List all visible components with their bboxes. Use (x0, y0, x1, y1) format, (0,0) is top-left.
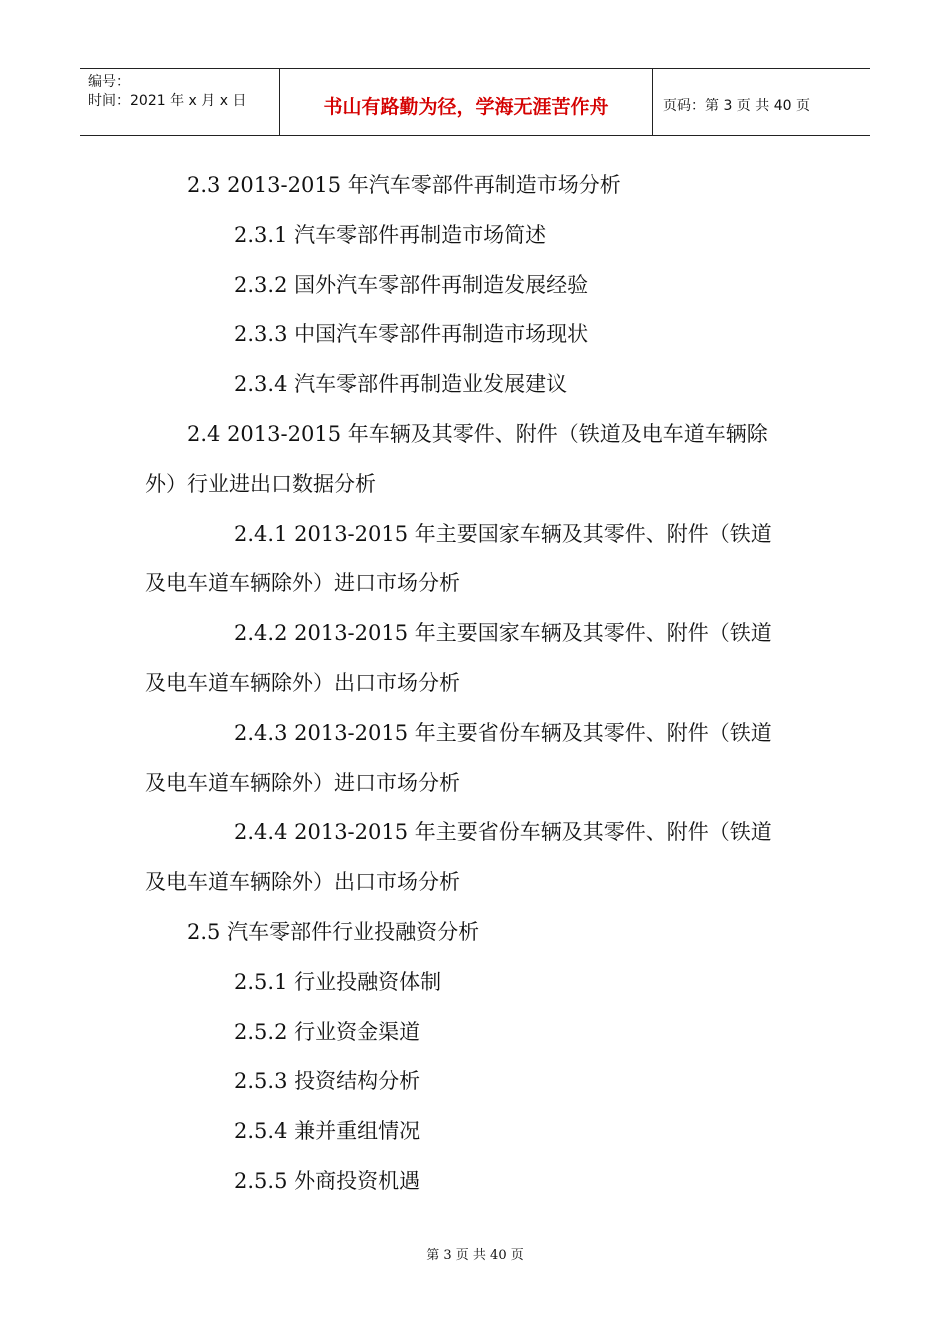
toc-entry: 2.3 2013-2015 年汽车零部件再制造市场分析 (187, 173, 621, 197)
toc-entry-continuation: 及电车道车辆除外）进口市场分析 (145, 571, 460, 596)
page-header (80, 68, 870, 136)
toc-entry: 2.3.3 中国汽车零部件再制造市场现状 (234, 322, 589, 347)
toc-entry: 2.4.1 2013-2015 年主要国家车辆及其零件、附件（铁道 (234, 521, 772, 546)
toc-entry: 2.5.3 投资结构分析 (234, 1069, 421, 1094)
toc-entry: 2.5 汽车零部件行业投融资分析 (187, 920, 480, 944)
page-footer: 第 3 页 共 40 页 (426, 1248, 524, 1263)
doc-number-label: 编号： (88, 74, 130, 90)
toc-entry: 2.4.3 2013-2015 年主要省份车辆及其零件、附件（铁道 (234, 720, 772, 745)
toc-entry-continuation: 及电车道车辆除外）出口市场分析 (145, 671, 460, 695)
toc-entry: 2.5.1 行业投融资体制 (234, 969, 442, 994)
toc-entry: 2.5.4 兼并重组情况 (234, 1119, 421, 1144)
toc-entry-continuation: 外）行业进出口数据分析 (145, 471, 376, 496)
doc-time-label: 时间：2021 年 x 月 x 日 (88, 93, 247, 109)
toc-entry: 2.4.4 2013-2015 年主要省份车辆及其零件、附件（铁道 (234, 820, 772, 845)
toc-entry: 2.3.1 汽车零部件再制造市场简述 (234, 222, 547, 247)
toc-entry: 2.4.2 2013-2015 年主要国家车辆及其零件、附件（铁道 (234, 621, 772, 646)
toc-entry: 2.3.4 汽车零部件再制造业发展建议 (234, 372, 568, 397)
header-motto: 书山有路勤为径，学海无涯苦作舟 (280, 69, 653, 135)
header-meta (80, 69, 280, 135)
header-page-info: 页码：第 3 页 共 40 页 (663, 98, 810, 114)
toc-entry: 2.5.2 行业资金渠道 (234, 1019, 421, 1044)
toc-entry: 2.3.2 国外汽车零部件再制造发展经验 (234, 272, 589, 297)
toc-entry: 2.5.5 外商投资机遇 (234, 1169, 421, 1193)
toc-entry: 2.4 2013-2015 年车辆及其零件、附件（铁道及电车道车辆除 (187, 422, 768, 446)
toc-entry-continuation: 及电车道车辆除外）进口市场分析 (145, 770, 460, 795)
toc-entry-continuation: 及电车道车辆除外）出口市场分析 (145, 870, 460, 895)
